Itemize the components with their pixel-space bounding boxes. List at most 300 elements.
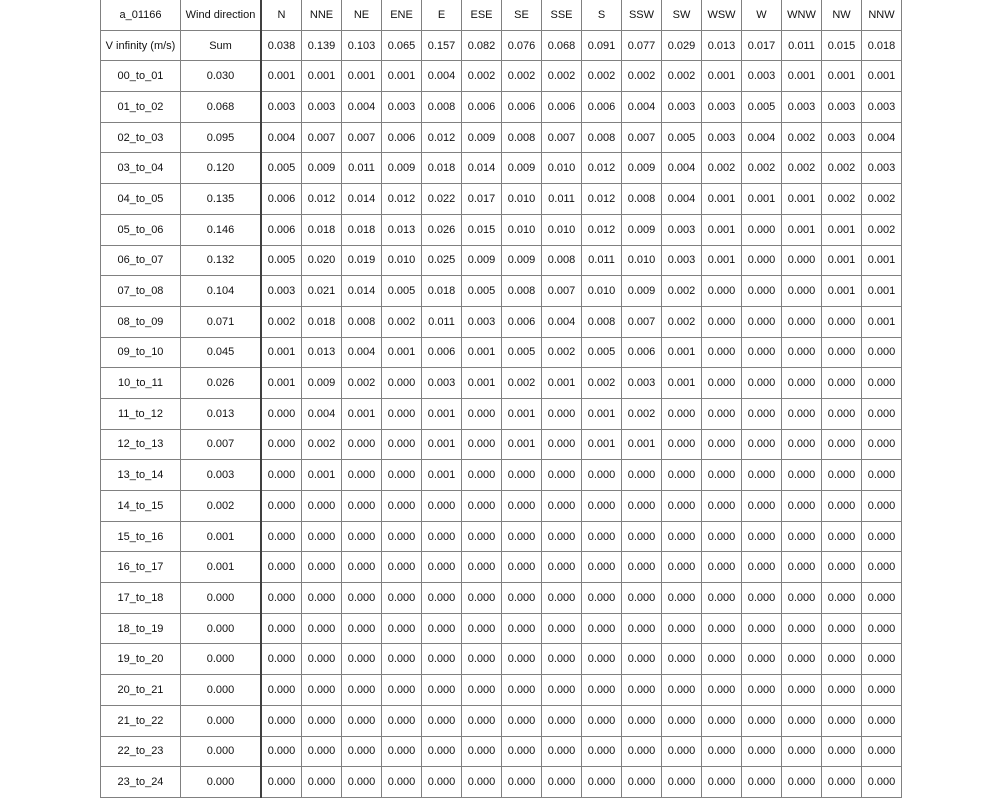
frequency-cell: 0.000 — [462, 644, 502, 675]
speed-bin-label: 18_to_19 — [101, 613, 181, 644]
frequency-cell: 0.000 — [582, 644, 622, 675]
frequency-cell: 0.003 — [302, 92, 342, 123]
frequency-cell: 0.000 — [382, 491, 422, 522]
frequency-cell: 0.004 — [662, 153, 702, 184]
frequency-cell: 0.001 — [261, 61, 302, 92]
frequency-cell: 0.002 — [261, 306, 302, 337]
frequency-cell: 0.000 — [622, 644, 662, 675]
frequency-cell: 0.000 — [782, 613, 822, 644]
frequency-cell: 0.002 — [502, 368, 542, 399]
frequency-cell: 0.000 — [862, 368, 902, 399]
frequency-cell: 0.000 — [662, 675, 702, 706]
frequency-cell: 0.000 — [382, 736, 422, 767]
speed-bin-sum: 0.132 — [181, 245, 262, 276]
table-row — [101, 583, 902, 614]
frequency-cell: 0.002 — [862, 184, 902, 215]
speed-bin-sum: 0.071 — [181, 306, 262, 337]
speed-bin-sum: 0.104 — [181, 276, 262, 307]
frequency-cell: 0.000 — [542, 583, 582, 614]
frequency-cell: 0.000 — [742, 583, 782, 614]
frequency-cell: 0.000 — [622, 613, 662, 644]
direction-header-cell: ENE — [382, 0, 422, 30]
frequency-cell: 0.000 — [542, 491, 582, 522]
frequency-cell: 0.000 — [742, 368, 782, 399]
frequency-cell: 0.006 — [542, 92, 582, 123]
frequency-cell: 0.000 — [542, 398, 582, 429]
speed-bin-sum: 0.030 — [181, 61, 262, 92]
frequency-cell: 0.000 — [422, 644, 462, 675]
frequency-cell: 0.005 — [662, 122, 702, 153]
frequency-cell: 0.000 — [422, 552, 462, 583]
speed-bin-label: 19_to_20 — [101, 644, 181, 675]
frequency-cell: 0.000 — [342, 552, 382, 583]
frequency-cell: 0.009 — [502, 153, 542, 184]
frequency-cell: 0.005 — [261, 245, 302, 276]
frequency-cell: 0.000 — [422, 767, 462, 798]
frequency-cell: 0.008 — [542, 245, 582, 276]
speed-bin-sum: 0.045 — [181, 337, 262, 368]
frequency-cell: 0.000 — [662, 583, 702, 614]
frequency-cell: 0.003 — [382, 92, 422, 123]
table-body — [101, 0, 902, 797]
direction-sum-cell: 0.082 — [462, 30, 502, 61]
direction-header-cell: WSW — [702, 0, 742, 30]
frequency-cell: 0.017 — [462, 184, 502, 215]
frequency-cell: 0.001 — [822, 61, 862, 92]
frequency-cell: 0.000 — [782, 460, 822, 491]
frequency-cell: 0.000 — [622, 767, 662, 798]
frequency-cell: 0.008 — [582, 306, 622, 337]
table-row — [101, 398, 902, 429]
direction-sum-cell: 0.011 — [782, 30, 822, 61]
table-row — [101, 491, 902, 522]
speed-bin-sum: 0.000 — [181, 767, 262, 798]
frequency-cell: 0.010 — [542, 214, 582, 245]
frequency-cell: 0.000 — [342, 583, 382, 614]
frequency-cell: 0.001 — [261, 368, 302, 399]
frequency-cell: 0.000 — [702, 767, 742, 798]
frequency-cell: 0.002 — [342, 368, 382, 399]
frequency-cell: 0.000 — [422, 491, 462, 522]
frequency-cell: 0.000 — [582, 521, 622, 552]
frequency-cell: 0.009 — [382, 153, 422, 184]
frequency-cell: 0.000 — [342, 705, 382, 736]
frequency-cell: 0.006 — [622, 337, 662, 368]
corner-label-cell: a_01166 — [101, 0, 181, 30]
frequency-cell: 0.002 — [622, 61, 662, 92]
frequency-cell: 0.006 — [502, 306, 542, 337]
frequency-cell: 0.002 — [662, 276, 702, 307]
frequency-cell: 0.000 — [502, 675, 542, 706]
frequency-cell: 0.000 — [542, 736, 582, 767]
direction-sum-cell: 0.065 — [382, 30, 422, 61]
frequency-cell: 0.020 — [302, 245, 342, 276]
frequency-cell: 0.000 — [742, 613, 782, 644]
frequency-cell: 0.001 — [302, 460, 342, 491]
table-row — [101, 644, 902, 675]
frequency-cell: 0.000 — [382, 767, 422, 798]
frequency-cell: 0.001 — [422, 429, 462, 460]
frequency-cell: 0.007 — [542, 122, 582, 153]
frequency-cell: 0.000 — [342, 429, 382, 460]
frequency-cell: 0.001 — [662, 368, 702, 399]
direction-sum-cell: 0.139 — [302, 30, 342, 61]
frequency-cell: 0.001 — [622, 429, 662, 460]
direction-header-cell: SW — [662, 0, 702, 30]
speed-bin-label: 14_to_15 — [101, 491, 181, 522]
frequency-cell: 0.000 — [822, 613, 862, 644]
direction-sum-cell: 0.029 — [662, 30, 702, 61]
frequency-cell: 0.000 — [382, 552, 422, 583]
table-row — [101, 460, 902, 491]
direction-sum-cell: 0.091 — [582, 30, 622, 61]
frequency-cell: 0.000 — [862, 337, 902, 368]
frequency-cell: 0.000 — [662, 767, 702, 798]
frequency-cell: 0.000 — [662, 429, 702, 460]
frequency-cell: 0.002 — [862, 214, 902, 245]
frequency-cell: 0.000 — [502, 736, 542, 767]
frequency-cell: 0.000 — [702, 368, 742, 399]
speed-bin-sum: 0.000 — [181, 613, 262, 644]
frequency-cell: 0.000 — [742, 491, 782, 522]
frequency-cell: 0.001 — [822, 276, 862, 307]
frequency-cell: 0.004 — [742, 122, 782, 153]
header-row — [101, 0, 902, 30]
direction-sum-cell: 0.018 — [862, 30, 902, 61]
table-row — [101, 675, 902, 706]
frequency-cell: 0.000 — [502, 767, 542, 798]
frequency-cell: 0.000 — [422, 583, 462, 614]
frequency-cell: 0.001 — [862, 61, 902, 92]
frequency-cell: 0.000 — [582, 675, 622, 706]
sum-row — [101, 30, 902, 61]
frequency-cell: 0.008 — [622, 184, 662, 215]
frequency-cell: 0.002 — [822, 153, 862, 184]
frequency-cell: 0.002 — [662, 306, 702, 337]
frequency-cell: 0.001 — [462, 368, 502, 399]
frequency-cell: 0.009 — [302, 153, 342, 184]
frequency-cell: 0.021 — [302, 276, 342, 307]
frequency-cell: 0.000 — [342, 491, 382, 522]
frequency-cell: 0.007 — [302, 122, 342, 153]
frequency-cell: 0.018 — [422, 153, 462, 184]
frequency-cell: 0.000 — [342, 521, 382, 552]
frequency-cell: 0.010 — [622, 245, 662, 276]
frequency-cell: 0.002 — [582, 368, 622, 399]
frequency-cell: 0.000 — [302, 552, 342, 583]
frequency-cell: 0.000 — [702, 306, 742, 337]
frequency-cell: 0.025 — [422, 245, 462, 276]
frequency-cell: 0.000 — [742, 552, 782, 583]
frequency-cell: 0.002 — [462, 61, 502, 92]
speed-bin-sum: 0.068 — [181, 92, 262, 123]
frequency-cell: 0.000 — [462, 613, 502, 644]
frequency-cell: 0.000 — [302, 491, 342, 522]
frequency-cell: 0.003 — [422, 368, 462, 399]
frequency-cell: 0.000 — [742, 214, 782, 245]
speed-bin-sum: 0.120 — [181, 153, 262, 184]
table-row — [101, 306, 902, 337]
table-row — [101, 613, 902, 644]
frequency-cell: 0.000 — [702, 491, 742, 522]
speed-bin-sum: 0.000 — [181, 705, 262, 736]
frequency-cell: 0.000 — [782, 736, 822, 767]
frequency-cell: 0.005 — [502, 337, 542, 368]
frequency-cell: 0.000 — [702, 552, 742, 583]
table-row — [101, 429, 902, 460]
direction-header-cell: S — [582, 0, 622, 30]
frequency-cell: 0.022 — [422, 184, 462, 215]
direction-header-cell: SE — [502, 0, 542, 30]
frequency-cell: 0.006 — [422, 337, 462, 368]
frequency-cell: 0.004 — [862, 122, 902, 153]
frequency-cell: 0.001 — [782, 214, 822, 245]
frequency-cell: 0.001 — [702, 245, 742, 276]
frequency-cell: 0.012 — [582, 184, 622, 215]
frequency-cell: 0.009 — [462, 122, 502, 153]
frequency-cell: 0.001 — [822, 245, 862, 276]
frequency-cell: 0.000 — [782, 552, 822, 583]
frequency-cell: 0.002 — [622, 398, 662, 429]
frequency-cell: 0.000 — [261, 767, 302, 798]
frequency-cell: 0.004 — [302, 398, 342, 429]
frequency-cell: 0.003 — [782, 92, 822, 123]
frequency-cell: 0.000 — [742, 306, 782, 337]
frequency-cell: 0.000 — [422, 613, 462, 644]
direction-sum-cell: 0.038 — [261, 30, 302, 61]
frequency-cell: 0.000 — [462, 398, 502, 429]
sum-header-cell: Sum — [181, 30, 262, 61]
frequency-cell: 0.000 — [502, 705, 542, 736]
frequency-cell: 0.000 — [862, 613, 902, 644]
frequency-cell: 0.000 — [822, 705, 862, 736]
direction-sum-cell: 0.103 — [342, 30, 382, 61]
direction-header-cell: E — [422, 0, 462, 30]
frequency-cell: 0.008 — [422, 92, 462, 123]
frequency-cell: 0.008 — [582, 122, 622, 153]
frequency-cell: 0.014 — [342, 276, 382, 307]
frequency-cell: 0.004 — [422, 61, 462, 92]
frequency-cell: 0.008 — [342, 306, 382, 337]
table-row — [101, 552, 902, 583]
speed-bin-sum: 0.000 — [181, 583, 262, 614]
wind-distribution-table — [100, 0, 902, 798]
frequency-cell: 0.000 — [382, 644, 422, 675]
frequency-cell: 0.003 — [702, 122, 742, 153]
speed-bin-label: 00_to_01 — [101, 61, 181, 92]
speed-bin-sum: 0.003 — [181, 460, 262, 491]
table-row — [101, 122, 902, 153]
frequency-cell: 0.011 — [542, 184, 582, 215]
direction-header-cell: W — [742, 0, 782, 30]
direction-header-cell: N — [261, 0, 302, 30]
frequency-cell: 0.001 — [582, 398, 622, 429]
frequency-cell: 0.009 — [462, 245, 502, 276]
frequency-cell: 0.009 — [502, 245, 542, 276]
speed-bin-label: 17_to_18 — [101, 583, 181, 614]
frequency-cell: 0.000 — [702, 675, 742, 706]
frequency-cell: 0.003 — [261, 276, 302, 307]
speed-bin-sum: 0.002 — [181, 491, 262, 522]
frequency-cell: 0.010 — [582, 276, 622, 307]
frequency-cell: 0.007 — [622, 306, 662, 337]
frequency-cell: 0.000 — [542, 675, 582, 706]
speed-bin-label: 09_to_10 — [101, 337, 181, 368]
frequency-cell: 0.000 — [822, 306, 862, 337]
frequency-cell: 0.000 — [261, 583, 302, 614]
frequency-cell: 0.000 — [742, 245, 782, 276]
frequency-cell: 0.001 — [422, 460, 462, 491]
frequency-cell: 0.012 — [382, 184, 422, 215]
table-row — [101, 245, 902, 276]
speed-bin-sum: 0.007 — [181, 429, 262, 460]
frequency-cell: 0.000 — [302, 767, 342, 798]
frequency-cell: 0.001 — [502, 398, 542, 429]
speed-bin-sum: 0.001 — [181, 521, 262, 552]
frequency-cell: 0.006 — [502, 92, 542, 123]
table-row — [101, 736, 902, 767]
frequency-cell: 0.000 — [822, 552, 862, 583]
frequency-cell: 0.000 — [302, 736, 342, 767]
frequency-cell: 0.000 — [622, 521, 662, 552]
frequency-cell: 0.000 — [782, 245, 822, 276]
frequency-cell: 0.003 — [622, 368, 662, 399]
speed-bin-sum: 0.001 — [181, 552, 262, 583]
frequency-cell: 0.000 — [382, 521, 422, 552]
frequency-cell: 0.005 — [261, 153, 302, 184]
frequency-cell: 0.000 — [822, 429, 862, 460]
frequency-cell: 0.001 — [702, 214, 742, 245]
frequency-cell: 0.000 — [622, 491, 662, 522]
frequency-cell: 0.008 — [502, 276, 542, 307]
frequency-cell: 0.000 — [422, 521, 462, 552]
frequency-cell: 0.002 — [542, 337, 582, 368]
direction-header-cell: NW — [822, 0, 862, 30]
frequency-cell: 0.000 — [261, 491, 302, 522]
frequency-cell: 0.000 — [382, 613, 422, 644]
frequency-cell: 0.002 — [662, 61, 702, 92]
frequency-cell: 0.000 — [742, 705, 782, 736]
frequency-cell: 0.001 — [542, 368, 582, 399]
speed-bin-label: 08_to_09 — [101, 306, 181, 337]
frequency-cell: 0.001 — [342, 398, 382, 429]
speed-bin-label: 01_to_02 — [101, 92, 181, 123]
speed-bin-label: 15_to_16 — [101, 521, 181, 552]
frequency-cell: 0.000 — [622, 705, 662, 736]
frequency-cell: 0.000 — [302, 613, 342, 644]
frequency-cell: 0.014 — [462, 153, 502, 184]
frequency-cell: 0.000 — [702, 613, 742, 644]
direction-header-cell: NE — [342, 0, 382, 30]
frequency-cell: 0.000 — [742, 337, 782, 368]
frequency-cell: 0.002 — [382, 306, 422, 337]
speed-bin-label: 22_to_23 — [101, 736, 181, 767]
frequency-cell: 0.000 — [862, 460, 902, 491]
frequency-cell: 0.006 — [382, 122, 422, 153]
frequency-cell: 0.000 — [342, 675, 382, 706]
frequency-cell: 0.000 — [782, 521, 822, 552]
frequency-cell: 0.003 — [662, 245, 702, 276]
frequency-cell: 0.000 — [302, 644, 342, 675]
table-row — [101, 767, 902, 798]
frequency-cell: 0.000 — [862, 521, 902, 552]
frequency-cell: 0.000 — [822, 675, 862, 706]
direction-sum-cell: 0.157 — [422, 30, 462, 61]
frequency-cell: 0.000 — [502, 583, 542, 614]
frequency-cell: 0.000 — [261, 705, 302, 736]
frequency-cell: 0.000 — [702, 736, 742, 767]
direction-sum-cell: 0.068 — [542, 30, 582, 61]
speed-bin-label: 04_to_05 — [101, 184, 181, 215]
frequency-cell: 0.000 — [622, 460, 662, 491]
frequency-cell: 0.019 — [342, 245, 382, 276]
table-row — [101, 705, 902, 736]
frequency-cell: 0.000 — [702, 583, 742, 614]
frequency-cell: 0.000 — [822, 398, 862, 429]
frequency-cell: 0.000 — [862, 398, 902, 429]
frequency-cell: 0.000 — [462, 552, 502, 583]
direction-header-cell: SSW — [622, 0, 662, 30]
frequency-cell: 0.001 — [862, 306, 902, 337]
frequency-cell: 0.000 — [822, 368, 862, 399]
frequency-cell: 0.000 — [261, 521, 302, 552]
frequency-cell: 0.001 — [702, 61, 742, 92]
frequency-cell: 0.002 — [582, 61, 622, 92]
direction-header-cell: ESE — [462, 0, 502, 30]
frequency-cell: 0.001 — [342, 61, 382, 92]
frequency-cell: 0.000 — [822, 491, 862, 522]
table-row — [101, 521, 902, 552]
frequency-cell: 0.001 — [702, 184, 742, 215]
frequency-cell: 0.000 — [342, 736, 382, 767]
frequency-cell: 0.002 — [502, 61, 542, 92]
frequency-cell: 0.005 — [462, 276, 502, 307]
frequency-cell: 0.000 — [822, 644, 862, 675]
frequency-cell: 0.001 — [382, 337, 422, 368]
frequency-cell: 0.000 — [822, 460, 862, 491]
speed-bin-sum: 0.135 — [181, 184, 262, 215]
frequency-cell: 0.002 — [302, 429, 342, 460]
frequency-cell: 0.000 — [542, 705, 582, 736]
frequency-cell: 0.000 — [462, 491, 502, 522]
speed-bin-label: 13_to_14 — [101, 460, 181, 491]
frequency-cell: 0.000 — [462, 675, 502, 706]
frequency-cell: 0.002 — [782, 122, 822, 153]
frequency-cell: 0.002 — [542, 61, 582, 92]
frequency-cell: 0.003 — [462, 306, 502, 337]
speed-bin-label: 06_to_07 — [101, 245, 181, 276]
frequency-cell: 0.000 — [542, 644, 582, 675]
frequency-cell: 0.000 — [782, 583, 822, 614]
frequency-cell: 0.002 — [702, 153, 742, 184]
frequency-cell: 0.000 — [462, 736, 502, 767]
frequency-cell: 0.000 — [662, 460, 702, 491]
frequency-cell: 0.003 — [822, 122, 862, 153]
frequency-cell: 0.000 — [702, 337, 742, 368]
direction-header-cell: Wind direction — [181, 0, 262, 30]
frequency-cell: 0.000 — [782, 337, 822, 368]
frequency-cell: 0.000 — [382, 368, 422, 399]
frequency-cell: 0.000 — [582, 583, 622, 614]
frequency-cell: 0.001 — [382, 61, 422, 92]
frequency-cell: 0.000 — [702, 460, 742, 491]
frequency-cell: 0.010 — [382, 245, 422, 276]
frequency-cell: 0.000 — [302, 705, 342, 736]
frequency-cell: 0.000 — [702, 705, 742, 736]
frequency-cell: 0.003 — [662, 214, 702, 245]
frequency-cell: 0.000 — [782, 429, 822, 460]
frequency-cell: 0.000 — [302, 583, 342, 614]
